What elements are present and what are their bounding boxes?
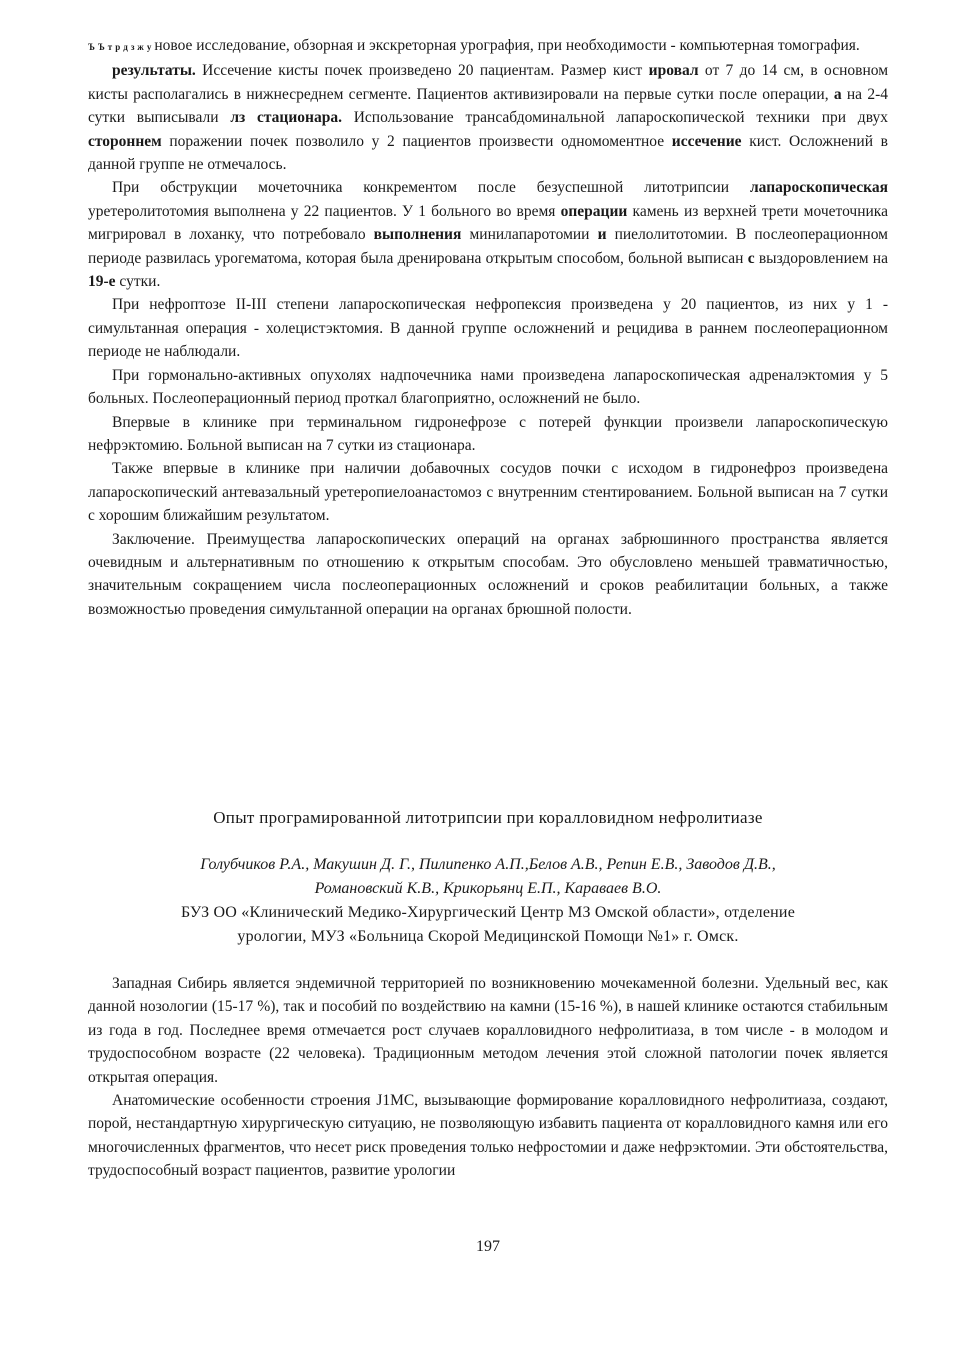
paragraph-nephroptosis: При нефроптозе II-III степени лапароскопическая нефропексия произведена у 20 пациентов, из них у 1 - симультанная операция - холецистэктомия. В данной группе осложнений и рецидива в раннем послеоперационном периоде не наблюдали.	[88, 296, 888, 361]
garbled-prefix: ЪЪтрдзжу	[88, 42, 155, 52]
institution-line-1: БУЗ ОО «Клинический Медико-Хирургический Центр МЗ Омской области», отделение	[181, 904, 795, 921]
authors-line-2: Романовский К.В., Крикорьянц Е.П., Караваев В.О.	[314, 880, 662, 897]
article-title: Опыт програмированной литотрипсии при коралловидном нефролитиазе	[213, 808, 763, 827]
page-number: 197	[476, 1238, 500, 1255]
article-authors	[88, 853, 888, 901]
paragraph-methods-end: ЪЪтрдзжуновое исследование, обзорная и экскреторная урография, при необходимости - компьютерная томография.	[88, 37, 860, 54]
section-continued	[88, 34, 888, 621]
article-institution	[88, 901, 888, 949]
paragraph-adrenal: При гормонально-активных опухолях надпочечника нами произведена лапароскопическая адреналэктомия у 5 больных. Послеоперационный период проткал благоприятно, осложнений не было.	[88, 366, 888, 408]
paragraph-anatomy: Анатомические особенности строения J1МС, вызывающие формирование коралловидного нефролитиаза, создают, порой, нестандартную хирургическую ситуацию, не позволяющую избавить пациента от коралловидного камня или его многочисленных фрагментов, что несет риск проведения только нефростомии и даже нефрэктомии. Эти обстоятельства, трудоспособный возраст пациентов, развитие урологии	[88, 1092, 888, 1180]
paragraph-nephrectomy: Впервые в клинике при терминальном гидронефрозе с потерей функции произвели лапароскопическую нефрэктомию. Больной выписан на 7 сутки из стационара.	[88, 413, 888, 454]
paragraph-anastomosis: Также впервые в клинике при наличии добавочных сосудов почки с исходом в гидронефроз произведена лапароскопический антевазальный уретеропиелоанастомоз с внутренним стентированием. Больной выписан на 7 сутки с хорошим ближайшим результатом.	[88, 460, 888, 525]
institution-line-2: урологии, МУЗ «Больница Скорой Медицинской Помощи №1» г. Омск.	[237, 928, 739, 945]
paragraph-results: результаты. Иссечение кисты почек произведено 20 пациентам. Размер кист ировал от 7 до 14 см, в основном кисты располагались в нижнесреднем сегменте. Пациентов активизировали на первые сутки после операции, а на 2-4 сутки выписывали лз стационара. Использование трансабдоминальной лапароскопической техники при двух стороннем поражении почек позволило у 2 пациентов произвести одномоментное иссечение кист. Осложнений в данной группе не отмечалось.	[88, 62, 888, 174]
paragraph-conclusion: Заключение. Преимущества лапароскопических операций на органах забрюшинного пространства является очевидным и альтернативным по отношению к открытым способам. Это обусловлено меньшей травматичностью, значительным сокращением числа послеоперационных осложнений и сроков реабилитации больных, а также возможностью проведения симультанной операции на органах брюшной полости.	[88, 530, 888, 618]
paragraph-intro: Западная Сибирь является эндемичной территорией по возникновению мочекаменной болезни. Удельный вес, как данной нозологии (15-17 %), так и пособий по воздействию на камни (15-16 %), в нашей клинике остаются стабильным из года в год. Последнее время отмечается рост случаев коралловидного нефролитиаза, в том числе - в молодом и трудоспособном возрасте (22 человека). Традиционным методом лечения этой сложной патологии почек является открытая операция.	[88, 975, 888, 1086]
article-body	[88, 972, 888, 1183]
paragraph-ureter-obstruction: При обструкции мочеточника конкрементом после безуспешной литотрипсии лапароскопическая уретеролитотомия выполнена у 22 пациентов. У 1 больного во время операции камень из верхней трети мочеточника мигрировал в лоханку, что потребовало выполнения минилапаротомии и пиелолитотомии. В послеоперационном периоде развилась урогематома, которая была дренирована открытым способом, больной выписан с выздоровлением на 19-е сутки.	[88, 179, 888, 291]
authors-line-1: Голубчиков Р.А., Макушин Д. Г., Пилипенко А.П.,Белов А.В., Репин Е.В., Заводов Д.В.,	[200, 856, 776, 873]
